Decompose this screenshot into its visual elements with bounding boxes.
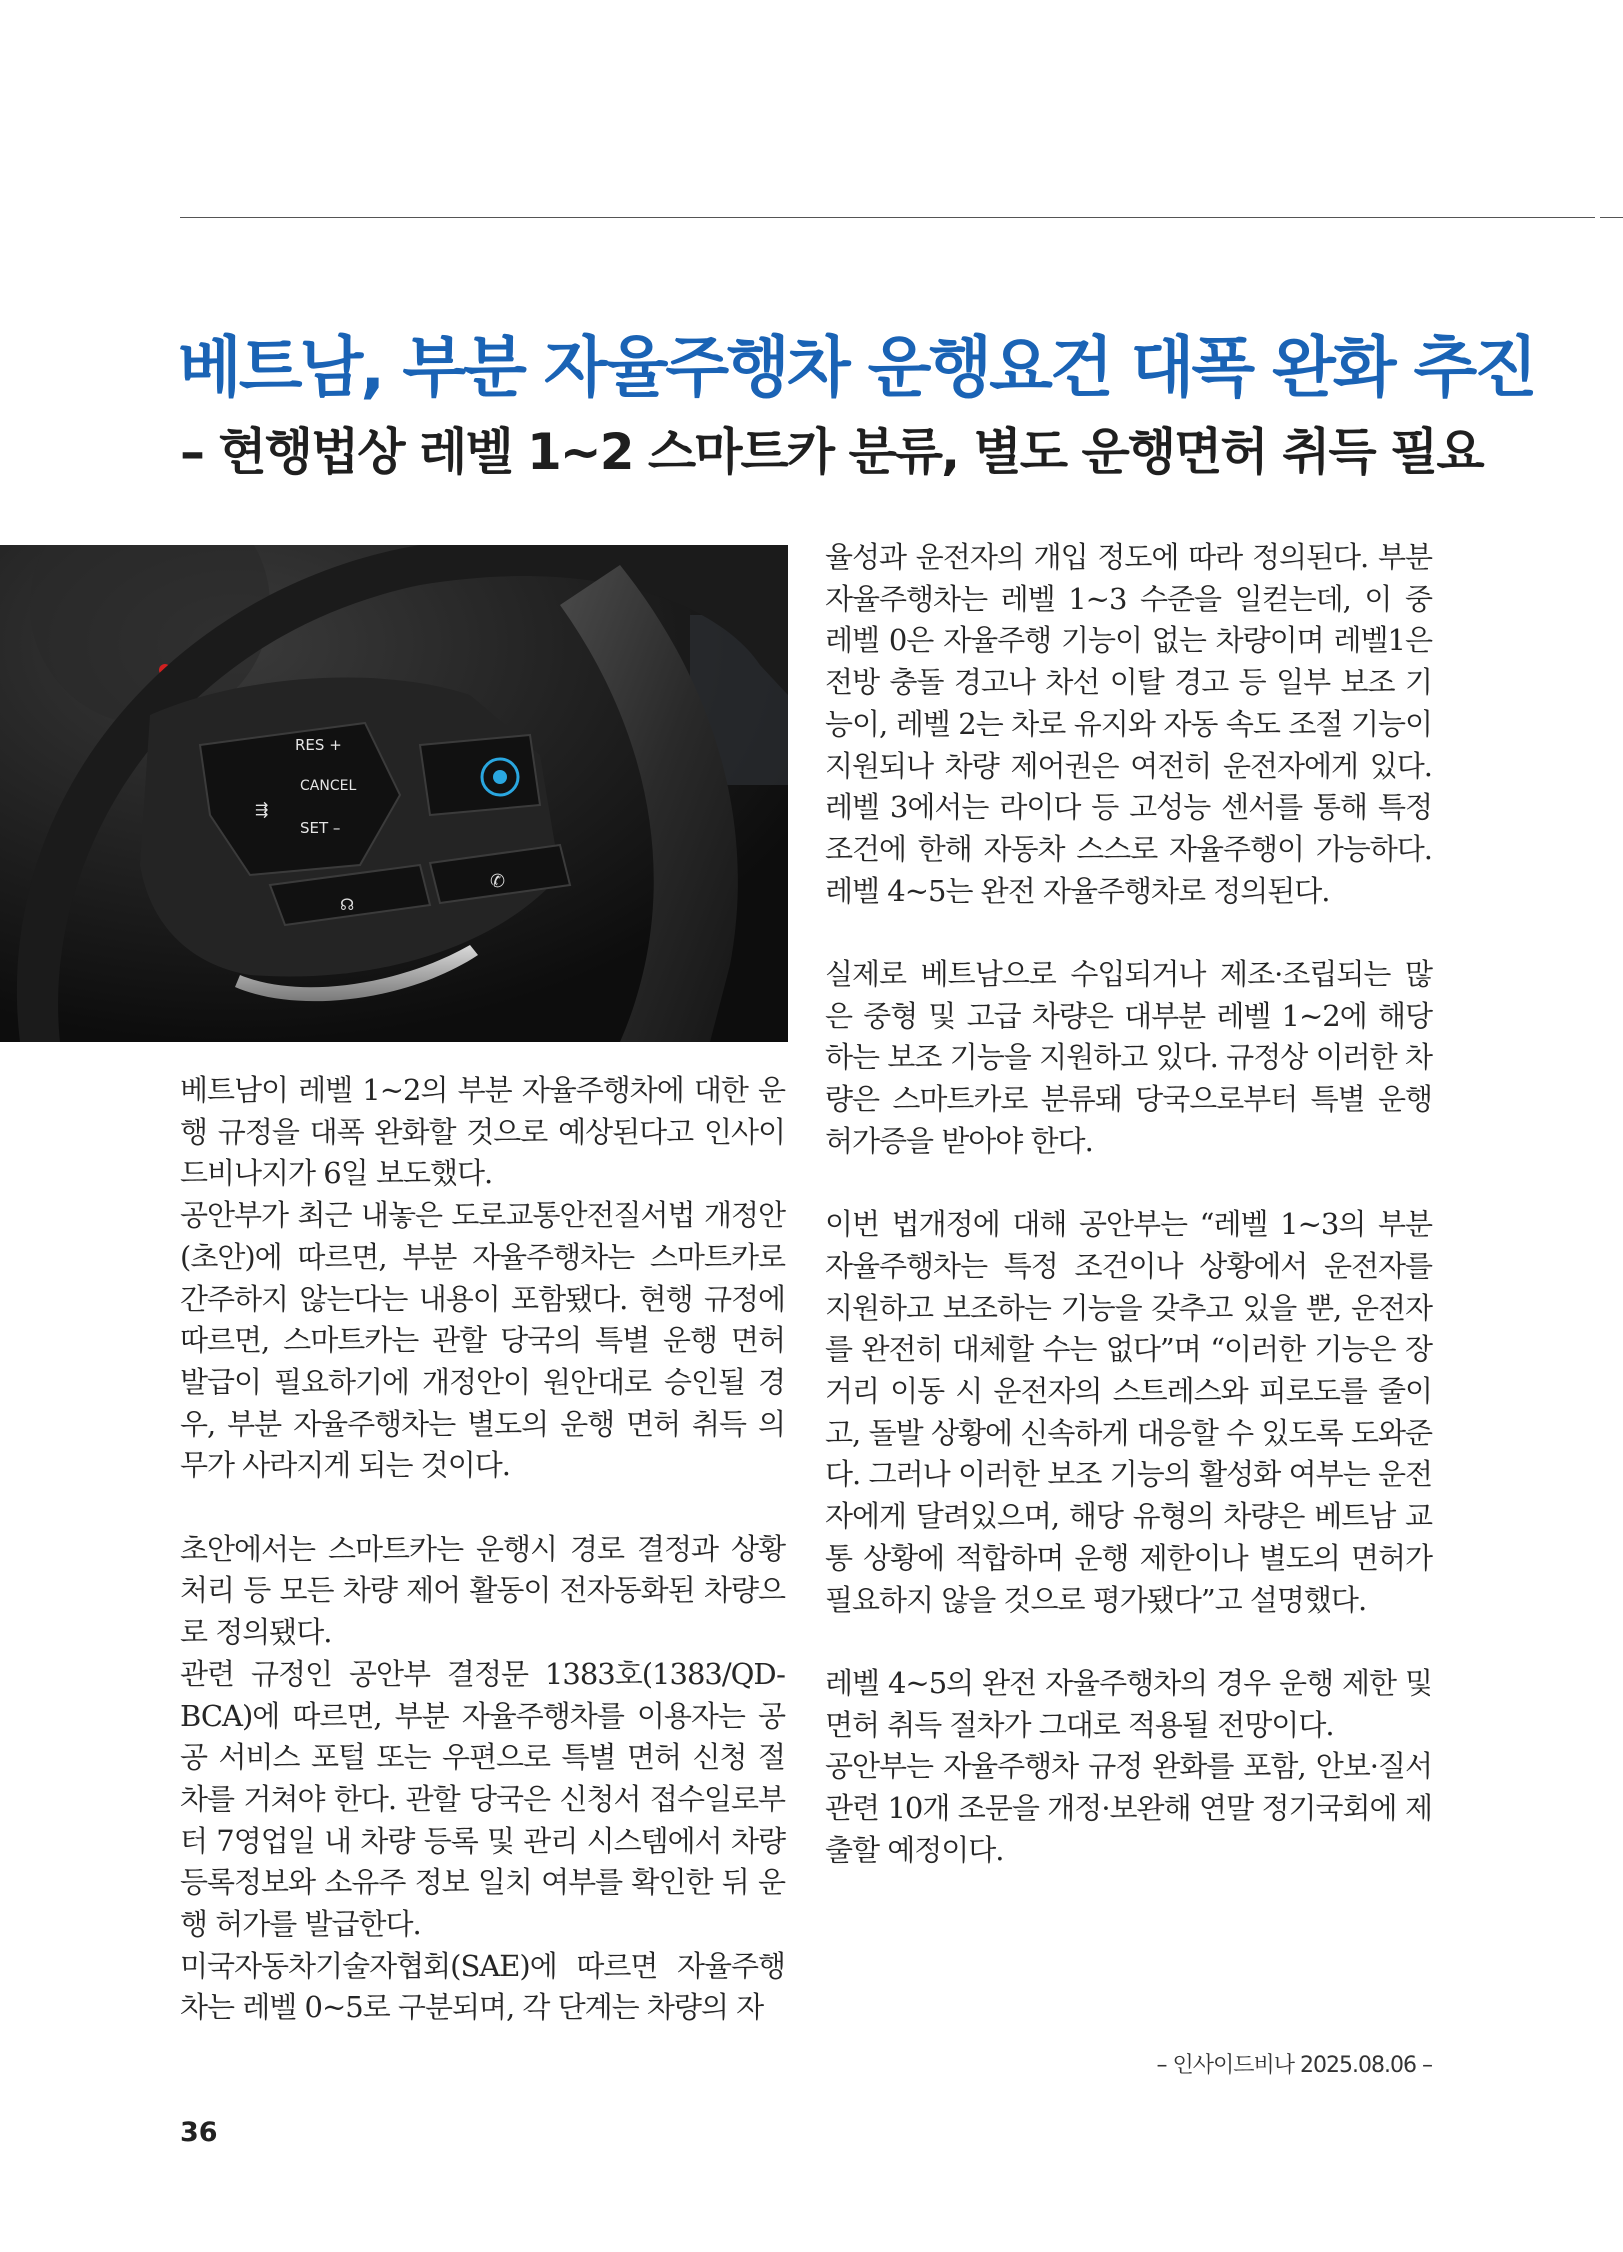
paragraph: 관련 규정인 공안부 결정문 1383호(1383/QD-BCA)에 따르면, 부분 자율주행차를 이용자는 공공 서비스 포털 또는 우편으로 특별 면허 신청 절차를 거쳐야 한다. 관할 당국은 신청서 접수일로부터 7영업일 내 차량 등록 및 관리 시스템에서 차량등록정보와 소유주 정보 일치 여부를 확인한 뒤 운행 허가를 발급한다. [180,1656,785,1942]
voice-command-icon: ☊ [340,895,355,914]
right-column [825,537,1432,1871]
source-credit: – 인사이드비나 2025.08.06 – [1156,2053,1432,2078]
paragraph: 실제로 베트남으로 수입되거나 제조·조립되는 많은 중형 및 고급 차량은 대부분 레벨 1~2에 해당하는 보조 기능을 지원하고 있다. 규정상 이러한 차량은 스마트카로 분류돼 당국으로부터 특별 운행 허가증을 받아야 한다. [825,957,1432,1158]
left-column [180,1070,785,2029]
paragraph: 율성과 운전자의 개입 정도에 따라 정의된다. 부분 자율주행차는 레벨 1~3 수준을 일컫는데, 이 중 레벨 0은 자율주행 기능이 없는 차량이며 레벨1은 전방 충돌 경고나 차선 이탈 경고 등 일부 보조 기능이, 레벨 2는 차로 유지와 자동 속도 조절 기능이 지원되나 차량 제어권은 여전히 운전자에게 있다. 레벨 3에서는 라이다 등 고성능 센서를 통해 특정 조건에 한해 자동차 스스로 자율주행이 가능하다. 레벨 4~5는 완전 자율주행차로 정의된다. [825,540,1432,908]
set-button-label: SET – [300,819,341,837]
phone-icon: ✆ [490,871,506,892]
page-number: 36 [180,2117,218,2148]
paragraph: 베트남이 레벨 1~2의 부분 자율주행차에 대한 운행 규정을 대폭 완화할 것으로 예상된다고 인사이드비나지가 6일 보도했다. [180,1073,785,1191]
paragraph: 공안부는 자율주행차 규정 완화를 포함, 안보·질서 관련 10개 조문을 개정·보완해 연말 정기국회에 제출할 예정이다. [825,1749,1432,1867]
steering-wheel-illustration [0,545,788,1042]
paragraph: 레벨 4~5의 완전 자율주행차의 경우 운행 제한 및 면허 취득 절차가 그대로 적용될 전망이다. [825,1665,1432,1742]
steering-wheel-photo [0,545,788,1042]
paragraph: 초안에서는 스마트카는 운행시 경로 결정과 상황 처리 등 모든 차량 제어 활동이 전자동화된 차량으로 정의됐다. [180,1531,785,1650]
cancel-button-label: CANCEL [300,778,357,794]
paragraph: 이번 법개정에 대해 공안부는 “레벨 1~3의 부분 자율주행차는 특정 조건이나 상황에서 운전자를 지원하고 보조하는 기능을 갖추고 있을 뿐, 운전자를 완전히 대체할 수는 없다”며 “이러한 기능은 장거리 이동 시 운전자의 스트레스와 피로도를 줄이고, 돌발 상황에 신속하게 대응할 수 있도록 도와준다. 그러나 이러한 보조 기능의 활성화 여부는 운전자에게 달려있으며, 해당 유형의 차량은 베트남 교통 상황에 적합하며 운행 제한이나 별도의 면허가 필요하지 않을 것으로 평가됐다”고 설명했다. [825,1207,1432,1617]
paragraph: 공안부가 최근 내놓은 도로교통안전질서법 개정안(초안)에 따르면, 부분 자율주행차는 스마트카로 간주하지 않는다는 내용이 포함됐다. 현행 규정에 따르면, 스마트카는 관할 당국의 특별 운행 면허 발급이 필요하기에 개정안이 원안대로 승인될 경우, 부분 자율주행차는 별도의 운행 면허 취득 의무가 사라지게 되는 것이다. [180,1198,785,1483]
driver-assist-button [420,735,540,815]
paragraph: 미국자동차기술자협회(SAE)에 따르면 자율주행차는 레벨 0~5로 구분되며, 각 단계는 차량의 자 [180,1948,785,2025]
lane-assist-icon: ⇶ [255,800,269,819]
header-rule-tail [1600,217,1623,218]
article-title: 베트남, 부분 자율주행차 운행요건 대폭 완화 추진 [178,329,1536,406]
header-rule [180,217,1595,218]
res-button-label: RES + [295,736,342,754]
article-subtitle: – 현행법상 레벨 1~2 스마트카 분류, 별도 운행면허 취득 필요 [180,423,1483,481]
